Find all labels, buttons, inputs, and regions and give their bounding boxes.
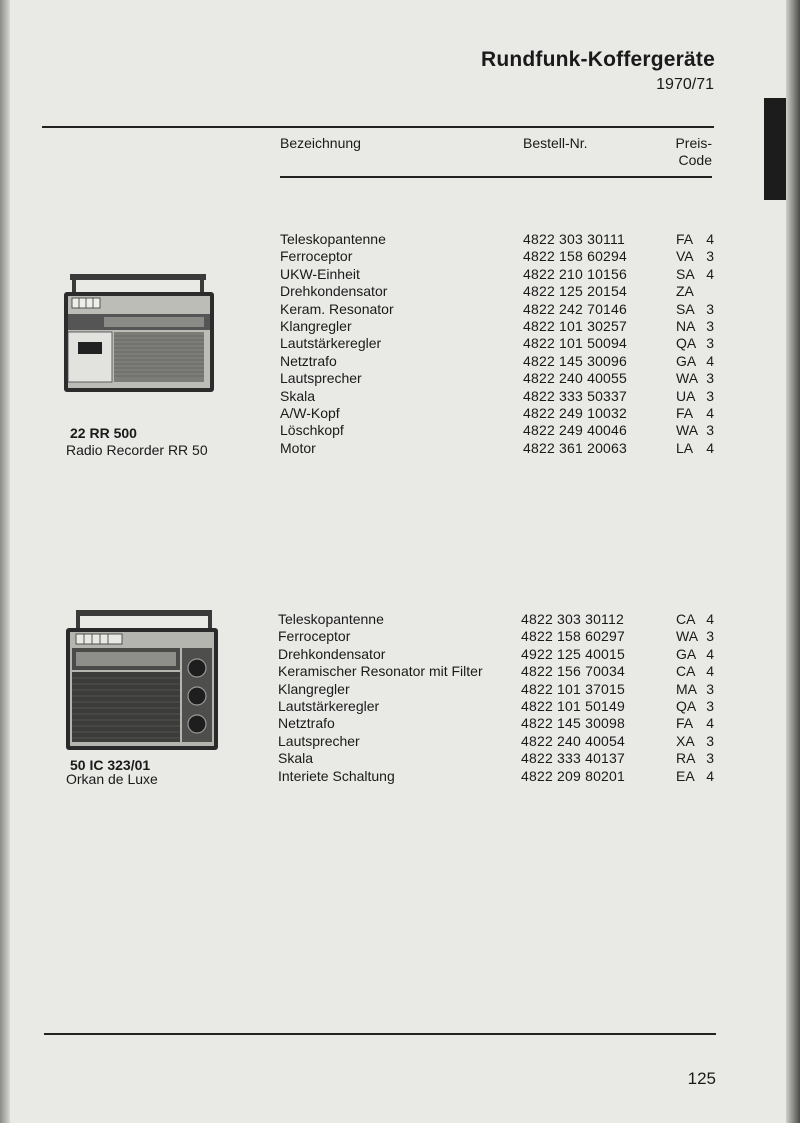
page-title: Rundfunk-Koffergeräte [480, 48, 715, 71]
page-edge-right [786, 0, 800, 1123]
table-row: Teleskopantenne 4822 303 30111 FA 4 [280, 231, 714, 247]
table-row: Löschkopf 4822 249 40046 WA 3 [280, 422, 714, 439]
table-row: Motor 4822 361 20063 LA 4 [280, 439, 714, 456]
col-header-part: Bestell-Nr. [523, 135, 588, 151]
table-row: Klangregler 4822 101 37015 MA 3 [278, 680, 714, 697]
table-row: Interiete Schaltung 4822 209 80201 EA 4 [278, 767, 714, 784]
table-row: Netztrafo 4822 145 30096 GA 4 [280, 352, 714, 369]
column-header-rule [280, 176, 712, 178]
table-row: Keramischer Resonator mit Filter 4822 156 70034 CA 4 [278, 663, 714, 680]
table-row: A/W-Kopf 4822 249 10032 FA 4 [280, 405, 714, 421]
page-subtitle-year: 1970/71 [656, 76, 714, 93]
table-row: Netztrafo 4822 145 30098 FA 4 [278, 715, 714, 732]
table-row: Drehkondensator 4922 125 40015 GA 4 [278, 645, 714, 662]
col-header-name: Bezeichnung [280, 135, 361, 151]
product-2-model-name: Orkan de Luxe [66, 771, 158, 787]
table-row: Lautstärkeregler 4822 101 50094 QA 3 [280, 335, 714, 352]
table-row: Lautsprecher 4822 240 40055 WA 3 [280, 370, 714, 387]
table-row: Drehkondensator 4822 125 20154 ZA [280, 283, 694, 300]
table-row: Skala 4822 333 50337 UA 3 [280, 387, 714, 404]
footer-rule [44, 1033, 716, 1035]
table-row: Lautstärkeregler 4822 101 50149 QA 3 [278, 698, 714, 714]
table-row: Klangregler 4822 101 30257 NA 3 [280, 318, 714, 334]
page-number: 125 [687, 1069, 716, 1088]
table-row: UKW-Einheit 4822 210 10156 SA 4 [280, 265, 714, 282]
product-1-model-name: Radio Recorder RR 50 [66, 442, 208, 458]
table-row: Keram. Resonator 4822 242 70146 SA 3 [280, 300, 714, 317]
table-row: Skala 4822 333 40137 RA 3 [278, 750, 714, 767]
header-rule [42, 126, 714, 128]
table-row: Ferroceptor 4822 158 60297 WA 3 [278, 628, 714, 645]
table-row: Ferroceptor 4822 158 60294 VA 3 [280, 248, 714, 265]
page-edge-left [0, 0, 10, 1123]
col-header-code: Preis- Code [675, 135, 712, 168]
table-row: Teleskopantenne 4822 303 30112 CA 4 [278, 611, 714, 627]
table-row: Lautsprecher 4822 240 40054 XA 3 [278, 732, 714, 749]
product-1-model-number: 22 RR 500 [70, 425, 137, 441]
product-2-model-number: 50 IC 323/01 [70, 757, 151, 773]
thumb-index-tab [764, 98, 786, 200]
